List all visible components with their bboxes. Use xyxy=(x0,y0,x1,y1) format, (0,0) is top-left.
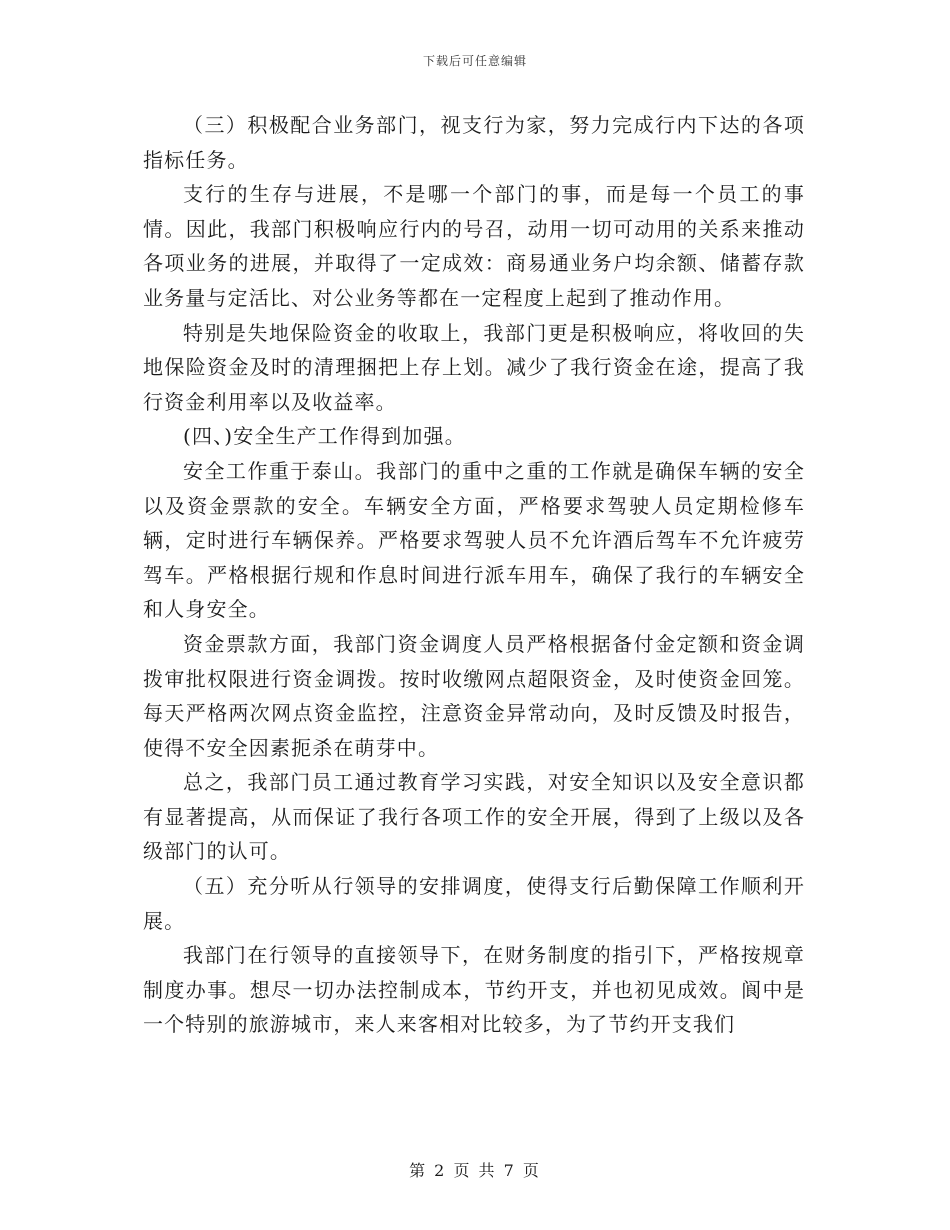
paragraph-cost-control: 我部门在行领导的直接领导下，在财务制度的指引下，严格按规章制度办事。想尽一切办法控制成本，节约开支，并也初见成效。阆中是一个特别的旅游城市，来人来客相对比较多，为了节约开支我们 xyxy=(143,943,805,1037)
page-number-footer: 第 2 页 共 7 页 xyxy=(409,1161,541,1180)
paragraph-summary: 总之，我部门员工通过教育学习实践，对安全知识以及安全意识都有显著提高，从而保证了我行各项工作的安全开展，得到了上级以及各级部门的认可。 xyxy=(143,770,805,864)
document-body xyxy=(143,108,805,1042)
paragraph-section-five-heading: （五）充分听从行领导的安排调度，使得支行后勤保障工作顺利开展。 xyxy=(143,874,805,933)
paragraph-funds-safety: 资金票款方面，我部门资金调度人员严格根据备付金定额和资金调拨审批权限进行资金调拨。按时收缴网点超限资金，及时使资金回笼。每天严格两次网点资金监控，注意资金异常动向，及时反馈及时报告，使得不安全因素扼杀在萌芽中。 xyxy=(143,631,805,760)
paragraph-insurance-funds: 特别是失地保险资金的收取上，我部门更是积极响应，将收回的失地保险资金及时的清理捆把上存上划。减少了我行资金在途，提高了我行资金利用率以及收益率。 xyxy=(143,320,805,414)
page-header: 下载后可任意编辑 xyxy=(422,54,527,68)
paragraph-section-four-heading: (四、)安全生产工作得到加强。 xyxy=(183,424,466,449)
paragraph-section-three-heading: （三）积极配合业务部门，视支行为家，努力完成行内下达的各项指标任务。 xyxy=(143,113,805,172)
paragraph-branch-development: 支行的生存与进展，不是哪一个部门的事，而是每一个员工的事情。因此，我部门积极响应行内的号召，动用一切可动用的关系来推动各项业务的进展，并取得了一定成效：商易通业务户均余额、储蓄存款业务量与定活比、对公业务等都在一定程度上起到了推动作用。 xyxy=(143,182,805,310)
paragraph-vehicle-safety: 安全工作重于泰山。我部门的重中之重的工作就是确保车辆的安全以及资金票款的安全。车辆安全方面，严格要求驾驶人员定期检修车辆，定时进行车辆保养。严格要求驾驶人员不允许酒后驾车不允许疲劳驾车。严格根据行规和作息时间进行派车用车，确保了我行的车辆安全和人身安全。 xyxy=(143,458,805,622)
